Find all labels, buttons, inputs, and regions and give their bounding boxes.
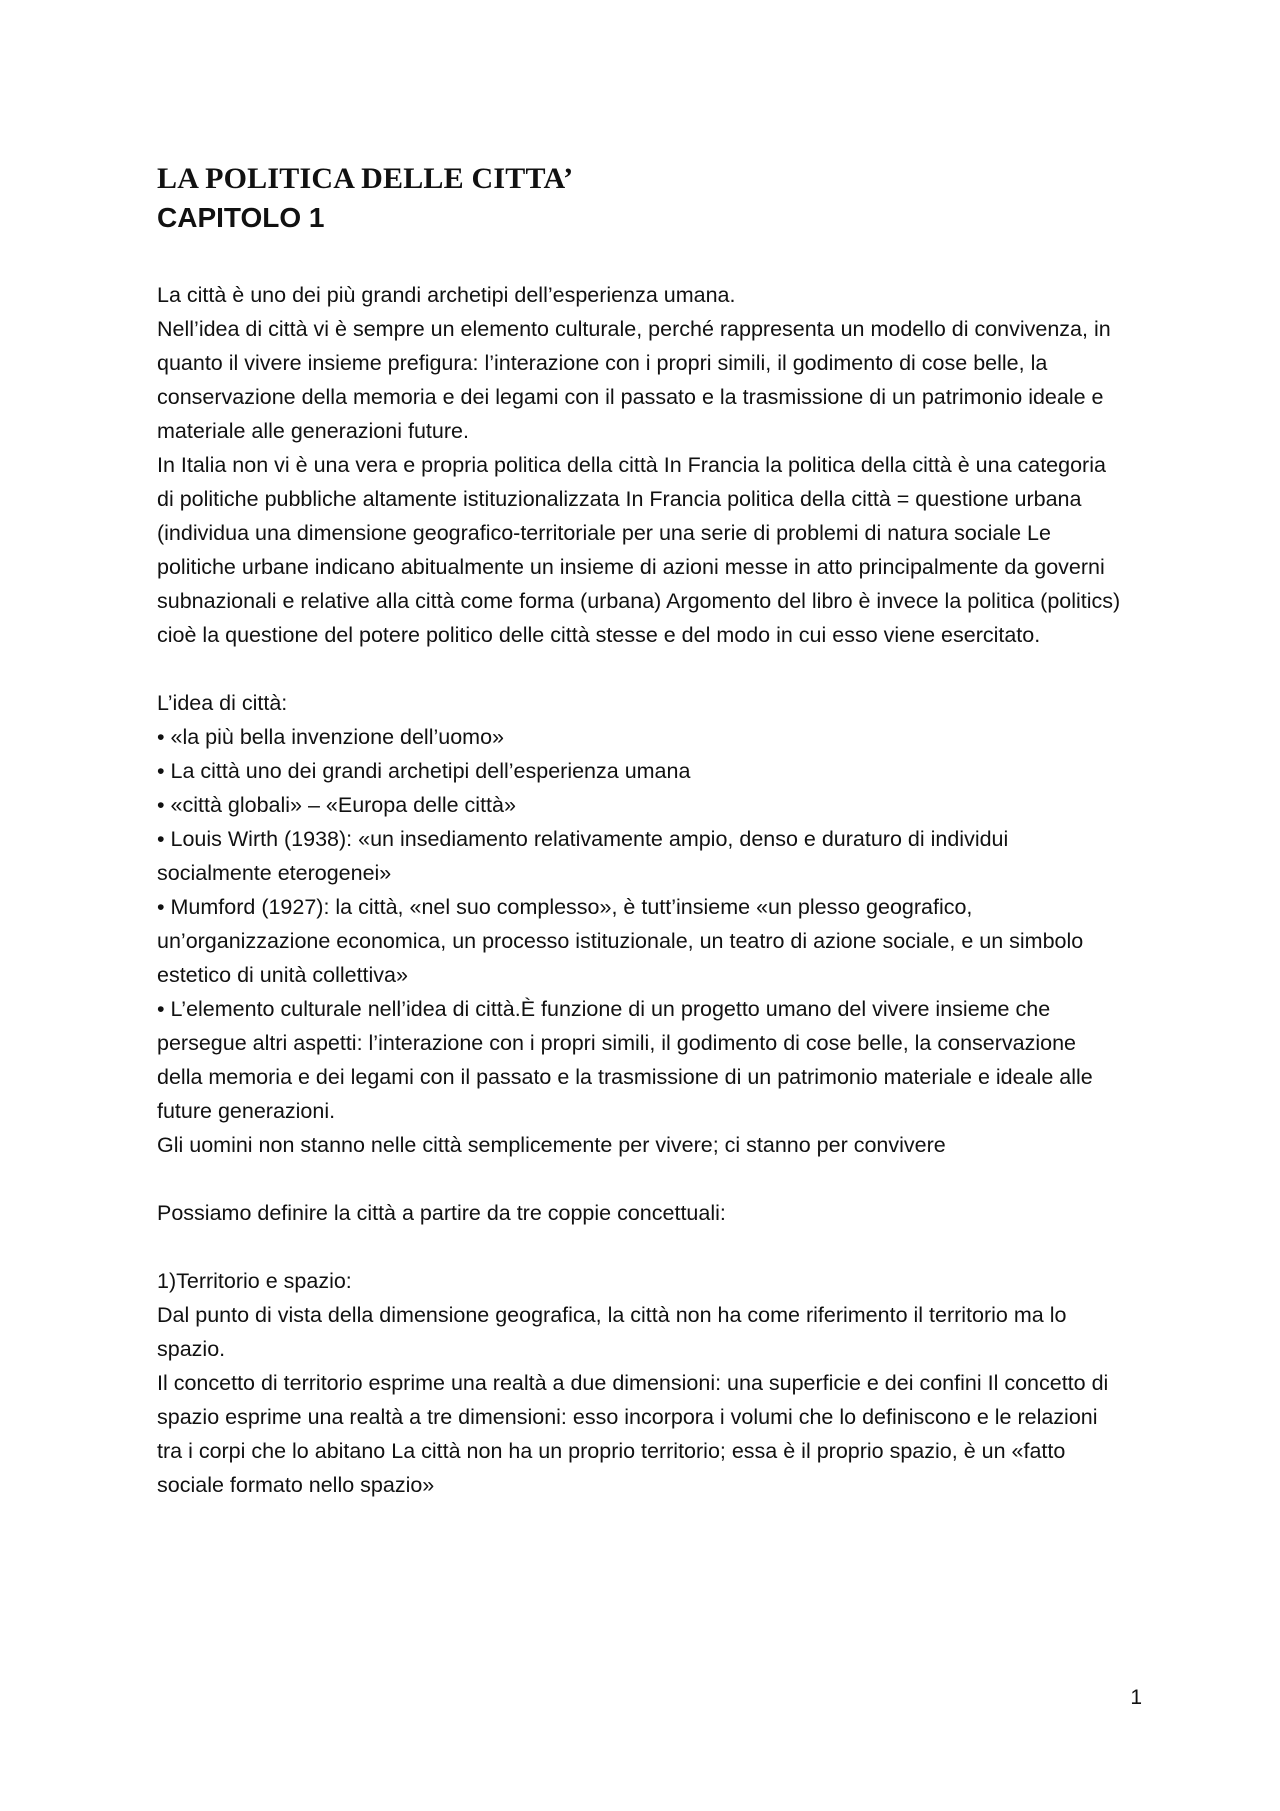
list-item: • La città uno dei grandi archetipi dell’esperienza umana	[157, 754, 1127, 788]
idea-bullet-list	[157, 720, 1127, 1128]
idea-heading: L’idea di città:	[157, 691, 288, 715]
spacer	[157, 1162, 1127, 1196]
chapter-heading: CAPITOLO 1	[157, 202, 325, 233]
pairs-intro: Possiamo definire la città a partire da tre coppie concettuali:	[157, 1201, 726, 1225]
section-1-line: Dal punto di vista della dimensione geografica, la città non ha come riferimento il territorio ma lo spazio.	[157, 1303, 1067, 1361]
page-content	[157, 160, 1127, 1502]
intro-paragraph: Nell’idea di città vi è sempre un elemento culturale, perché rappresenta un modello di convivenza, in quanto il vivere insieme prefigura: l’interazione con i propri simili, il godimento di cose belle, la conservazione della memoria e dei legami con il passato e la trasmissione di un patrimonio ideale e materiale alle generazioni future.	[157, 317, 1111, 443]
section-1-heading: 1)Territorio e spazio:	[157, 1269, 352, 1293]
list-item: • Mumford (1927): la città, «nel suo complesso», è tutt’insieme «un plesso geografico, un’organizzazione economica, un processo istituzionale, un teatro di azione sociale, e un simbolo estetico di unità collettiva»	[157, 890, 1127, 992]
spacer	[157, 652, 1127, 686]
section-1-paragraph: Il concetto di territorio esprime una realtà a due dimensioni: una superficie e dei confini Il concetto di spazio esprime una realtà a tre dimensioni: esso incorpora i volumi che lo definiscono e le relazioni tra i corpi che lo abitano La città non ha un proprio territorio; essa è il proprio spazio, è un «fatto sociale formato nello spazio»	[157, 1371, 1109, 1497]
italy-paragraph: In Italia non vi è una vera e propria politica della città In Francia la politica della città è una categoria di politiche pubbliche altamente istituzionalizzata In Francia politica della città = questione urbana (individua una dimensione geografico-territoriale per una serie di problemi di natura sociale Le politiche urbane indicano abitualmente un insieme di azioni messe in atto principalmente da governi subnazionali e relative alla città come forma (urbana) Argomento del libro è invece la politica (politics) cioè la questione del potere politico delle città stesse e del modo in cui esso viene esercitato.	[157, 453, 1121, 647]
list-item: • Louis Wirth (1938): «un insediamento relativamente ampio, denso e duraturo di individui socialmente eterogenei»	[157, 822, 1127, 890]
list-item: • L’elemento culturale nell’idea di città.È funzione di un progetto umano del vivere insieme che persegue altri aspetti: l’interazione con i propri simili, il godimento di cose belle, la conservazione della memoria e dei legami con il passato e la trasmissione di un patrimonio materiale e ideale alle future generazioni.	[157, 992, 1127, 1128]
intro-line: La città è uno dei più grandi archetipi dell’esperienza umana.	[157, 283, 736, 307]
document-title: LA POLITICA DELLE CITTA’	[157, 162, 574, 195]
list-item: • «la più bella invenzione dell’uomo»	[157, 720, 1127, 754]
idea-closing: Gli uomini non stanno nelle città semplicemente per vivere; ci stanno per convivere	[157, 1133, 946, 1157]
spacer	[157, 1230, 1127, 1264]
page-number: 1	[1130, 1686, 1142, 1709]
list-item: • «città globali» – «Europa delle città»	[157, 788, 1127, 822]
